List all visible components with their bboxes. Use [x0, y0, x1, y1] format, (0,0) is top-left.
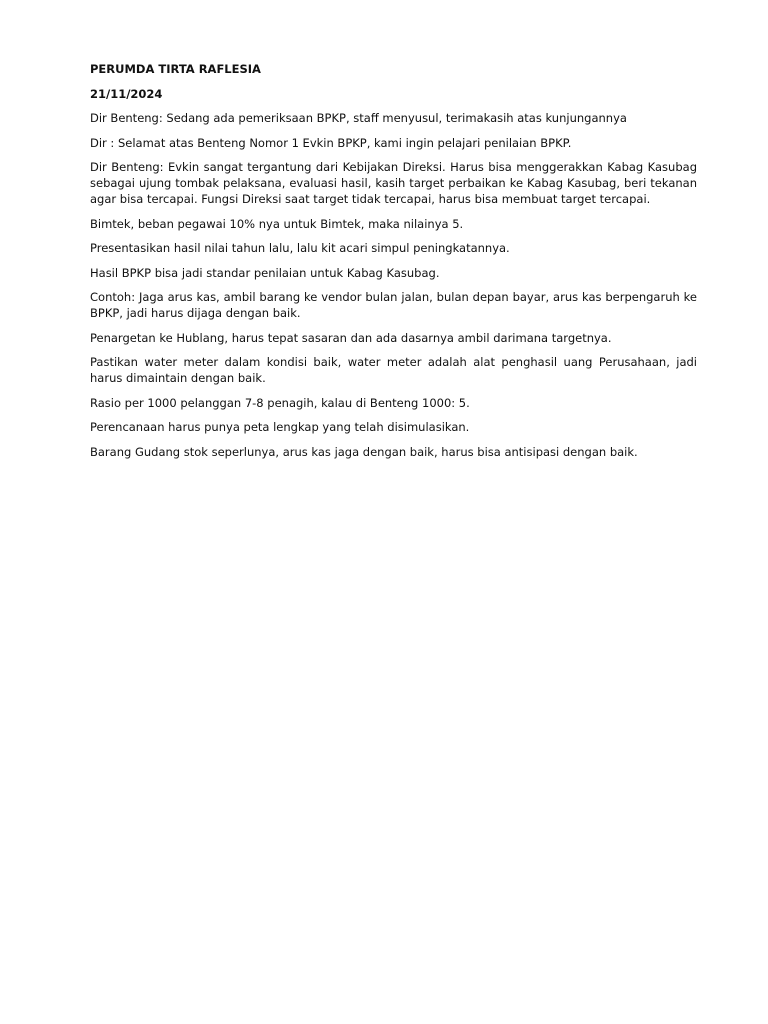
paragraph-5: Presentasikan hasil nilai tahun lalu, lalu kit acari simpul peningkatannya.: [90, 241, 510, 255]
organization-heading: PERUMDA TIRTA RAFLESIA: [90, 62, 261, 76]
document-date: 21/11/2024: [90, 86, 163, 101]
paragraph-12: Barang Gudang stok seperlunya, arus kas jaga dengan baik, harus bisa antisipasi dengan baik.: [90, 444, 638, 459]
paragraph-1: Dir Benteng: Sedang ada pemeriksaan BPKP, staff menyusul, terimakasih atas kunjungannya: [90, 111, 627, 125]
paragraph-9: Pastikan water meter dalam kondisi baik, water meter adalah alat penghasil uang Perusahaan, jadi harus dimaintain dengan baik.: [90, 355, 697, 385]
paragraph-8: Penargetan ke Hublang, harus tepat sasaran dan ada dasarnya ambil darimana targetnya.: [90, 330, 612, 345]
paragraph-11: Perencanaan harus punya peta lengkap yang telah disimulasikan.: [90, 420, 470, 434]
paragraph-3: Dir Benteng: Evkin sangat tergantung dari Kebijakan Direksi. Harus bisa menggerakkan Kabag Kasubag sebagai ujung tombak pelaksana, evaluasi hasil, kasih target perbaikan ke Kabag Kasubag, beri tekanan agar bisa tercapai. Fungsi Direksi saat target tidak tercapai, harus bisa membuat target tercapai.: [90, 160, 697, 206]
paragraph-10: Rasio per 1000 pelanggan 7-8 penagih, kalau di Benteng 1000: 5.: [90, 395, 470, 410]
document-body: [90, 61, 697, 468]
paragraph-2: Dir : Selamat atas Benteng Nomor 1 Evkin BPKP, kami ingin pelajari penilaian BPKP.: [90, 135, 572, 150]
paragraph-6: Hasil BPKP bisa jadi standar penilaian untuk Kabag Kasubag.: [90, 265, 440, 280]
paragraph-4: Bimtek, beban pegawai 10% nya untuk Bimtek, maka nilainya 5.: [90, 216, 464, 231]
paragraph-7: Contoh: Jaga arus kas, ambil barang ke vendor bulan jalan, bulan depan bayar, arus kas berpengaruh ke BPKP, jadi harus dijaga dengan baik.: [90, 290, 697, 320]
